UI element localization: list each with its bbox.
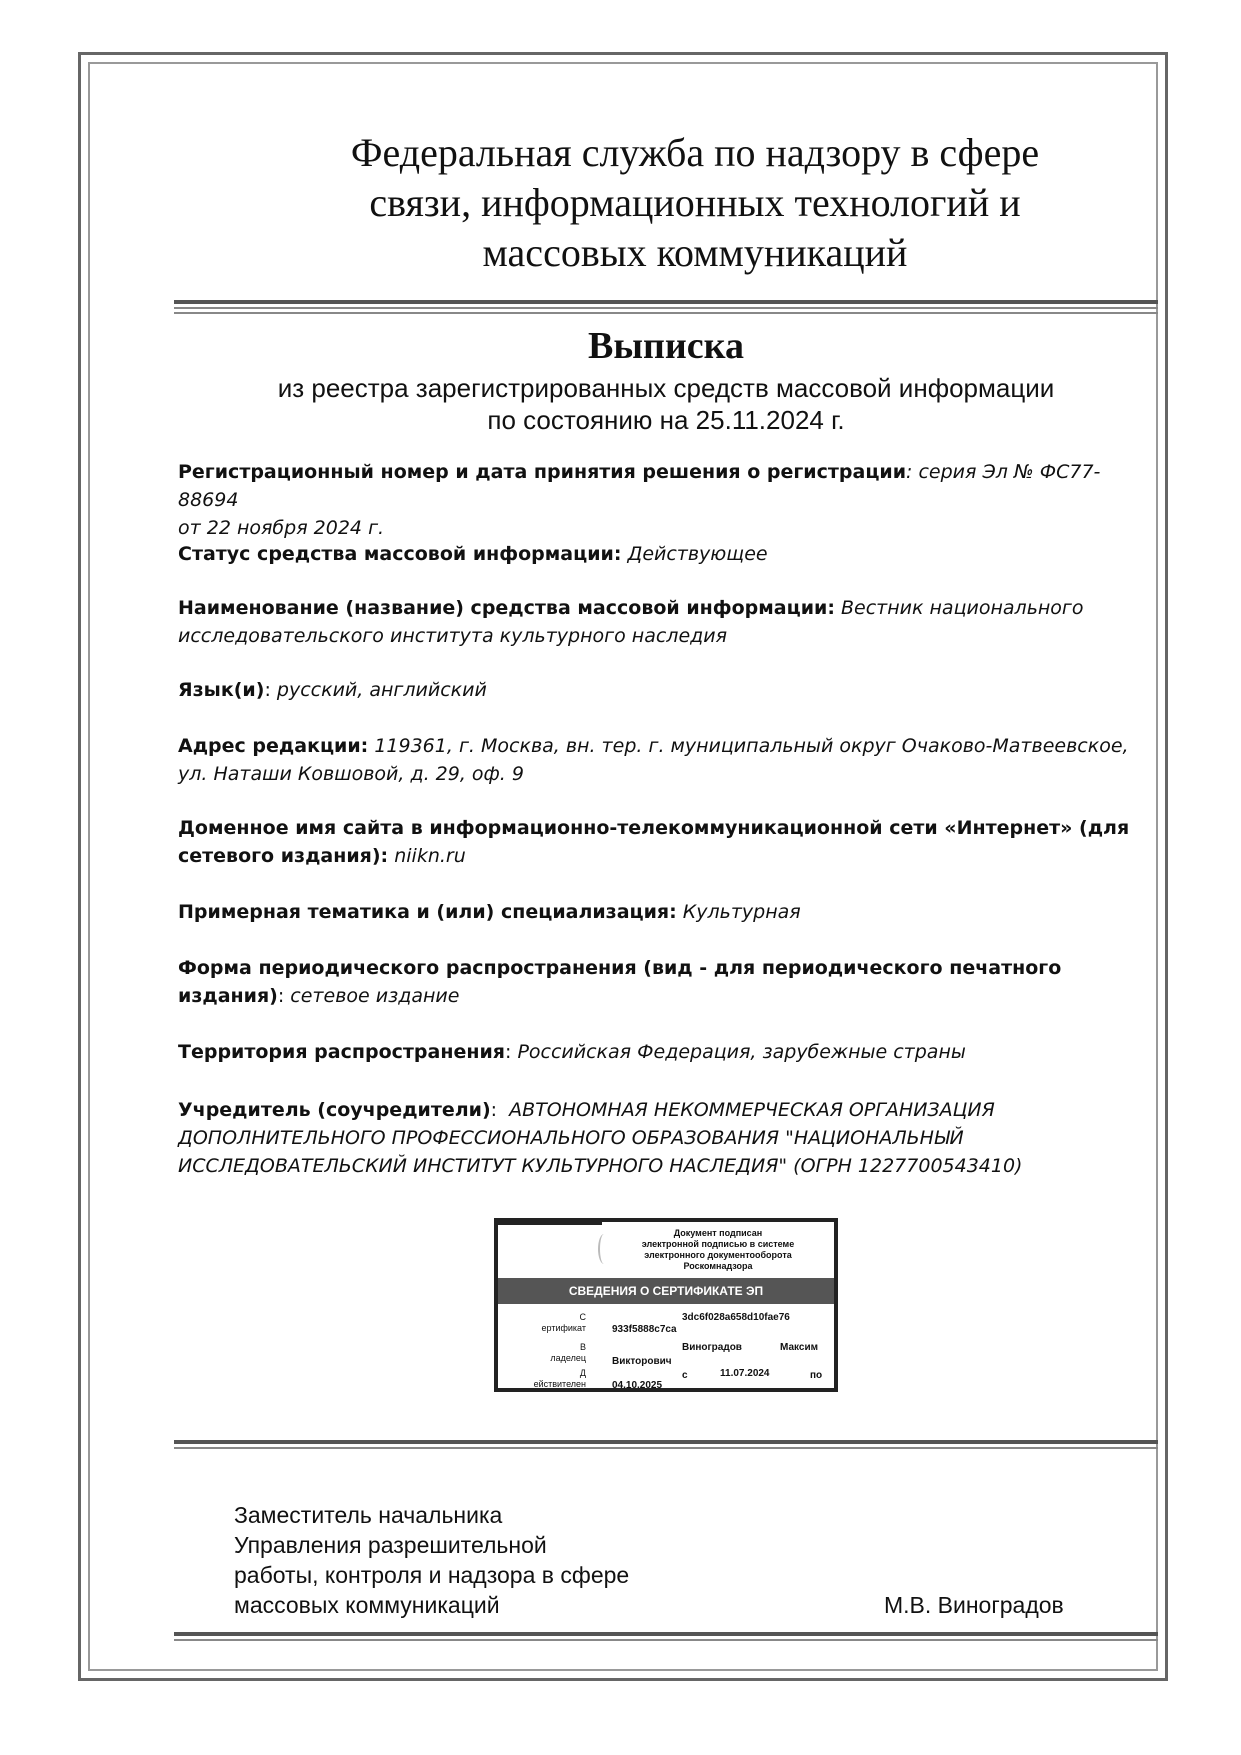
field-founder <box>178 1096 1158 1180</box>
signatory-position <box>234 1500 629 1620</box>
language-colon: : <box>264 679 271 701</box>
position-line-2: Управления разрешительной <box>234 1532 547 1558</box>
agency-name <box>330 128 1060 278</box>
language-value: русский, английский <box>276 679 487 701</box>
field-status <box>178 540 1158 568</box>
name-label: Наименование (название) средства массовой информации: <box>178 597 835 619</box>
domain-label: Доменное имя сайта в информационно-телекоммуникационной сети «Интернет» (для <box>178 817 1130 839</box>
founder-value-cont2: ИССЛЕДОВАТЕЛЬСКИЙ ИНСТИТУТ КУЛЬТУРНОГО НАСЛЕДИЯ" (ОГРН 1227700543410) <box>178 1155 1023 1177</box>
document-subtitle <box>174 372 1158 436</box>
registration-date: от 22 ноября 2024 г. <box>178 517 385 539</box>
address-value-cont: ул. Наташи Ковшовой, д. 29, оф. 9 <box>178 763 524 785</box>
form-label-cont: издания) <box>178 985 278 1007</box>
name-value-cont: исследовательского института культурного наследия <box>178 625 728 647</box>
agency-line-2: связи, информационных технологий и <box>369 180 1021 225</box>
subtitle-line-2: по состоянию на 25.11.2024 г. <box>487 405 845 435</box>
territory-colon: : <box>504 1041 512 1063</box>
form-label: Форма периодического распространения (вид - для периодического печатного <box>178 957 1062 979</box>
signatory-name: М.В. Виноградов <box>884 1592 1064 1618</box>
subtitle-line-1: из реестра зарегистрированных средств массовой информации <box>277 373 1055 403</box>
field-registration <box>178 458 1158 542</box>
field-address <box>178 732 1158 788</box>
form-colon: : <box>277 985 285 1007</box>
founder-value-cont1: ДОПОЛНИТЕЛЬНОГО ПРОФЕССИОНАЛЬНОГО ОБРАЗОВАНИЯ "НАЦИОНАЛЬНЫЙ <box>178 1127 964 1149</box>
domain-value: niikn.ru <box>394 845 466 867</box>
topic-value: Культурная <box>682 901 801 923</box>
footer-divider-bottom <box>174 1632 1158 1641</box>
valid-from-date: 11.07.2024 <box>720 1368 770 1379</box>
address-label: Адрес редакции: <box>178 735 369 757</box>
agency-line-1: Федеральная служба по надзору в сфере <box>350 130 1040 175</box>
footer-divider-top <box>174 1440 1158 1449</box>
registration-value: : серия Эл № ФС77-88694 <box>178 461 1101 511</box>
cert-label: С ертификат <box>541 1312 586 1333</box>
cert-value-cont: 933f5888c7ca <box>612 1324 677 1335</box>
owner-patronymic: Викторович <box>612 1356 672 1367</box>
position-line-3: работы, контроля и надзора в сфере <box>234 1562 630 1588</box>
stamp-banner: СВЕДЕНИЯ О СЕРТИФИКАТЕ ЭП <box>498 1278 834 1304</box>
field-territory <box>178 1038 1158 1066</box>
field-form <box>178 954 1158 1010</box>
owner-label: В ладелец <box>550 1342 586 1363</box>
valid-to-word: по <box>810 1370 823 1381</box>
territory-label: Территория распространения <box>178 1041 505 1063</box>
e-signature-stamp <box>494 1218 838 1392</box>
position-line-1: Заместитель начальника <box>234 1502 503 1528</box>
domain-label-cont: сетевого издания): <box>178 845 389 867</box>
founder-value: АВТОНОМНАЯ НЕКОММЕРЧЕСКАЯ ОРГАНИЗАЦИЯ <box>509 1099 995 1121</box>
territory-value: Российская Федерация, зарубежные страны <box>517 1041 966 1063</box>
agency-line-3: массовых коммуникаций <box>482 230 908 275</box>
valid-label: Д ействителен <box>533 1368 586 1389</box>
stamp-signed-text: Документ подписан электронной подписью в системе электронного документооборота Роскомнадзора <box>641 1228 795 1271</box>
field-name <box>178 594 1158 650</box>
valid-to-date: 04.10.2025 <box>612 1380 663 1391</box>
form-value: сетевое издание <box>290 985 460 1007</box>
document-title: Выписка <box>588 325 744 367</box>
founder-label: Учредитель (соучредители) <box>178 1099 491 1121</box>
emblem-arc-icon <box>598 1234 610 1264</box>
address-value: 119361, г. Москва, вн. тер. г. муниципальный округ Очаково-Матвеевское, <box>374 735 1129 757</box>
owner-name: Максим <box>780 1342 818 1353</box>
cert-value: 3dc6f028a658d10fae76 <box>682 1312 790 1323</box>
registration-label: Регистрационный номер и дата принятия решения о регистрации <box>178 461 907 483</box>
field-language <box>178 676 1158 704</box>
founder-colon: : <box>490 1099 498 1121</box>
name-value: Вестник национального <box>840 597 1084 619</box>
field-domain <box>178 814 1158 870</box>
header-divider <box>174 300 1158 314</box>
status-value: Действующее <box>627 543 768 565</box>
valid-from-word: с <box>682 1370 688 1381</box>
owner-surname: Виноградов <box>682 1342 742 1353</box>
position-line-4: массовых коммуникаций <box>234 1592 500 1618</box>
topic-label: Примерная тематика и (или) специализация: <box>178 901 677 923</box>
language-label: Язык(и) <box>178 679 265 701</box>
field-topic <box>178 898 1158 926</box>
status-label: Статус средства массовой информации: <box>178 543 622 565</box>
